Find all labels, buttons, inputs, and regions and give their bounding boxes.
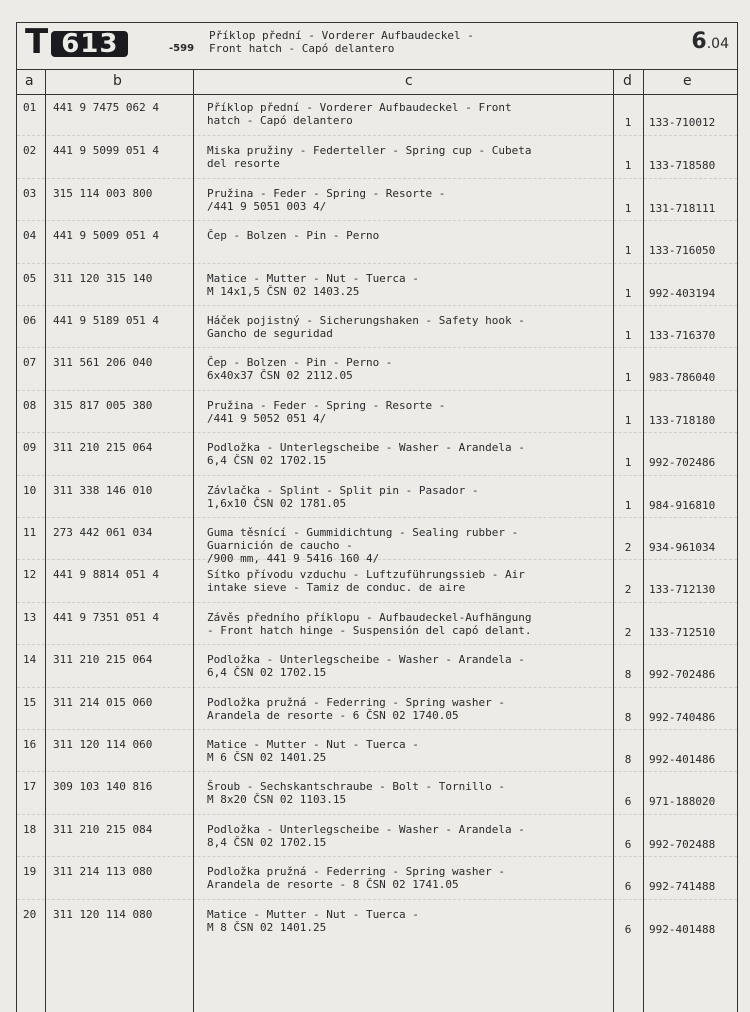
model-suffix: -599 [169,43,195,54]
row-description: Podložka - Unterlegscheibe - Washer - Arandela - 8,4 ČSN 02 1702.15 [207,822,525,849]
logo-letter: T [25,22,48,62]
row-quantity: 1 [624,244,632,258]
row-position: 09 [23,441,37,455]
row-part-number: 309 103 140 816 [53,780,153,794]
row-description: Podložka pružná - Federring - Spring washer - Arandela de resorte - 6 ČSN 02 1740.05 [207,695,506,722]
row-quantity: 8 [624,710,632,724]
page-number-main: 6 [691,29,707,54]
table-row [17,687,737,730]
row-part-number: 441 9 7475 062 4 [53,101,159,114]
row-description: Matice - Mutter - Nut - Tuerca - M 8 ČSN 02 1401.25 [207,907,419,934]
row-part-number: 311 210 215 064 [53,441,153,455]
row-quantity: 1 [624,498,632,512]
table-row [17,390,737,433]
row-part-number: 311 214 113 080 [53,865,153,879]
column-headers [17,70,737,95]
row-position: 11 [23,526,37,539]
row-order-code: 992-702486 [649,456,716,470]
row-part-number: 311 120 114 060 [53,738,153,751]
table-row [17,305,737,348]
table-row [17,135,737,178]
row-quantity: 1 [624,413,632,427]
row-description: Čep - Bolzen - Pin - Perno - 6x40x37 ČSN 02 2112.05 [207,356,393,383]
row-position: 20 [23,907,37,921]
row-quantity: 6 [624,795,632,809]
row-quantity: 1 [624,116,632,129]
row-quantity: 2 [624,583,632,597]
row-description: Podložka pružná - Federring - Spring washer - Arandela de resorte - 8 ČSN 02 1741.05 [207,865,506,892]
row-order-code: 992-403194 [649,286,716,300]
row-position: 19 [23,865,37,879]
row-position: 04 [23,229,37,243]
row-order-code: 133-710012 [649,116,716,129]
row-quantity: 2 [624,625,632,639]
row-description: Příklop přední - Vorderer Aufbaudeckel - Front hatch - Capó delantero [207,101,512,127]
row-position: 03 [23,186,37,200]
table-row [17,220,737,263]
row-description: Závěs předního příklopu - Aufbaudeckel-Aufhängung - Front hatch hinge - Suspensión del capó delant. [207,610,532,637]
table-row [17,475,737,518]
row-description: Šroub - Sechskantschraube - Bolt - Tornillo - M 8x20 ČSN 02 1103.15 [207,780,506,807]
row-description: Matice - Mutter - Nut - Tuerca - M 6 ČSN 02 1401.25 [207,738,419,764]
logo-number: 613 [61,29,119,59]
row-order-code: 133-718580 [649,159,716,173]
row-part-number: 311 120 114 080 [53,907,153,921]
table-row [17,178,737,221]
row-part-number: 311 561 206 040 [53,356,153,370]
row-order-code: 992-740486 [649,710,716,724]
column-header-b: b [113,73,122,89]
row-description: Matice - Mutter - Nut - Tuerca - M 14x1,5 ČSN 02 1403.25 [207,271,419,298]
row-order-code: 992-702486 [649,668,716,682]
table-row [17,517,737,565]
row-position: 07 [23,356,37,370]
row-order-code: 934-961034 [649,541,716,554]
row-order-code: 992-401486 [649,753,716,766]
table-row [17,899,737,942]
row-position: 18 [23,822,37,836]
column-header-a: a [25,73,34,89]
row-part-number: 311 214 015 060 [53,695,153,709]
row-position: 13 [23,610,37,624]
row-position: 14 [23,653,37,667]
sheet-title-line-2: Front hatch - Capó delantero [209,42,395,55]
row-description: Guma těsnící - Gummidichtung - Sealing rubber - Guarnición de caucho - /900 mm, 441 9 5416 160 4/ [207,526,519,565]
row-position: 10 [23,483,37,497]
row-position: 16 [23,738,37,751]
row-part-number: 311 338 146 010 [53,483,153,497]
row-description: Pružina - Feder - Spring - Resorte - /441 9 5052 051 4/ [207,398,446,425]
row-order-code: 971-188020 [649,795,716,809]
row-order-code: 992-741488 [649,880,716,894]
table-row [17,347,737,390]
row-quantity: 2 [624,541,632,554]
page-number [691,29,729,54]
row-part-number: 441 9 5189 051 4 [53,314,159,327]
row-quantity: 1 [624,456,632,470]
row-part-number: 315 114 003 800 [53,186,153,200]
tatra-logo [25,22,128,62]
row-part-number: 311 210 215 084 [53,822,153,836]
row-part-number: 441 9 7351 051 4 [53,610,159,624]
table-row [17,559,737,602]
row-part-number: 273 442 061 034 [53,526,153,539]
table-row [17,729,737,772]
table-row [17,771,737,814]
row-quantity: 1 [624,286,632,300]
row-order-code: 992-702488 [649,837,716,851]
column-header-d: d [623,73,632,89]
row-quantity: 6 [624,837,632,851]
row-description: Sítko přívodu vzduchu - Luftzuführungssieb - Air intake sieve - Tamiz de conduc. de aire [207,568,525,595]
row-quantity: 1 [624,371,632,385]
table-row [17,93,737,135]
row-description: Pružina - Feder - Spring - Resorte - /441 9 5051 003 4/ [207,186,446,213]
row-quantity: 8 [624,668,632,682]
row-order-code: 133-716370 [649,329,716,342]
sheet-title-line-1: Příklop přední - Vorderer Aufbaudeckel - [209,29,474,42]
row-part-number: 315 817 005 380 [53,398,153,412]
table-row [17,602,737,645]
row-quantity: 1 [624,329,632,342]
row-part-number: 441 9 8814 051 4 [53,568,159,582]
row-position: 08 [23,398,37,412]
row-part-number: 441 9 5099 051 4 [53,144,159,158]
column-header-e: e [683,73,692,89]
row-position: 12 [23,568,37,582]
row-order-code: 984-916810 [649,498,716,512]
row-part-number: 311 210 215 064 [53,653,153,667]
column-header-c: c [405,73,413,89]
table-row [17,644,737,687]
row-order-code: 133-712510 [649,625,716,639]
logo-number-box [51,31,128,57]
sheet-title [209,29,474,55]
row-order-code: 133-716050 [649,244,716,258]
row-part-number: 311 120 315 140 [53,271,153,285]
row-description: Podložka - Unterlegscheibe - Washer - Arandela - 6,4 ČSN 02 1702.15 [207,441,525,468]
row-description: Závlačka - Splint - Split pin - Pasador - 1,6x10 ČSN 02 1781.05 [207,483,479,510]
row-order-code: 992-401488 [649,922,716,936]
row-position: 02 [23,144,37,158]
row-order-code: 131-718111 [649,201,716,215]
row-part-number: 441 9 5009 051 4 [53,229,159,243]
row-order-code: 983-786040 [649,371,716,385]
table-row [17,814,737,857]
page-number-sub: .04 [706,36,729,52]
row-order-code: 133-712130 [649,583,716,597]
row-position: 17 [23,780,37,794]
row-position: 05 [23,271,37,285]
row-quantity: 6 [624,880,632,894]
row-description: Čep - Bolzen - Pin - Perno [207,229,380,243]
row-quantity: 1 [624,159,632,173]
row-quantity: 8 [624,753,632,766]
table-row [17,856,737,899]
row-description: Miska pružiny - Federteller - Spring cup - Cubeta del resorte [207,144,532,171]
row-position: 15 [23,695,37,709]
row-order-code: 133-718180 [649,413,716,427]
row-position: 06 [23,314,37,327]
table-row [17,263,737,306]
parts-list-sheet [16,22,738,1012]
row-quantity: 1 [624,201,632,215]
row-quantity: 6 [624,922,632,936]
table-row [17,432,737,475]
row-description: Podložka - Unterlegscheibe - Washer - Arandela - 6,4 ČSN 02 1702.15 [207,653,525,680]
sheet-header [17,23,737,70]
row-description: Háček pojistný - Sicherungshaken - Safety hook - Gancho de seguridad [207,314,525,340]
row-position: 01 [23,101,37,114]
